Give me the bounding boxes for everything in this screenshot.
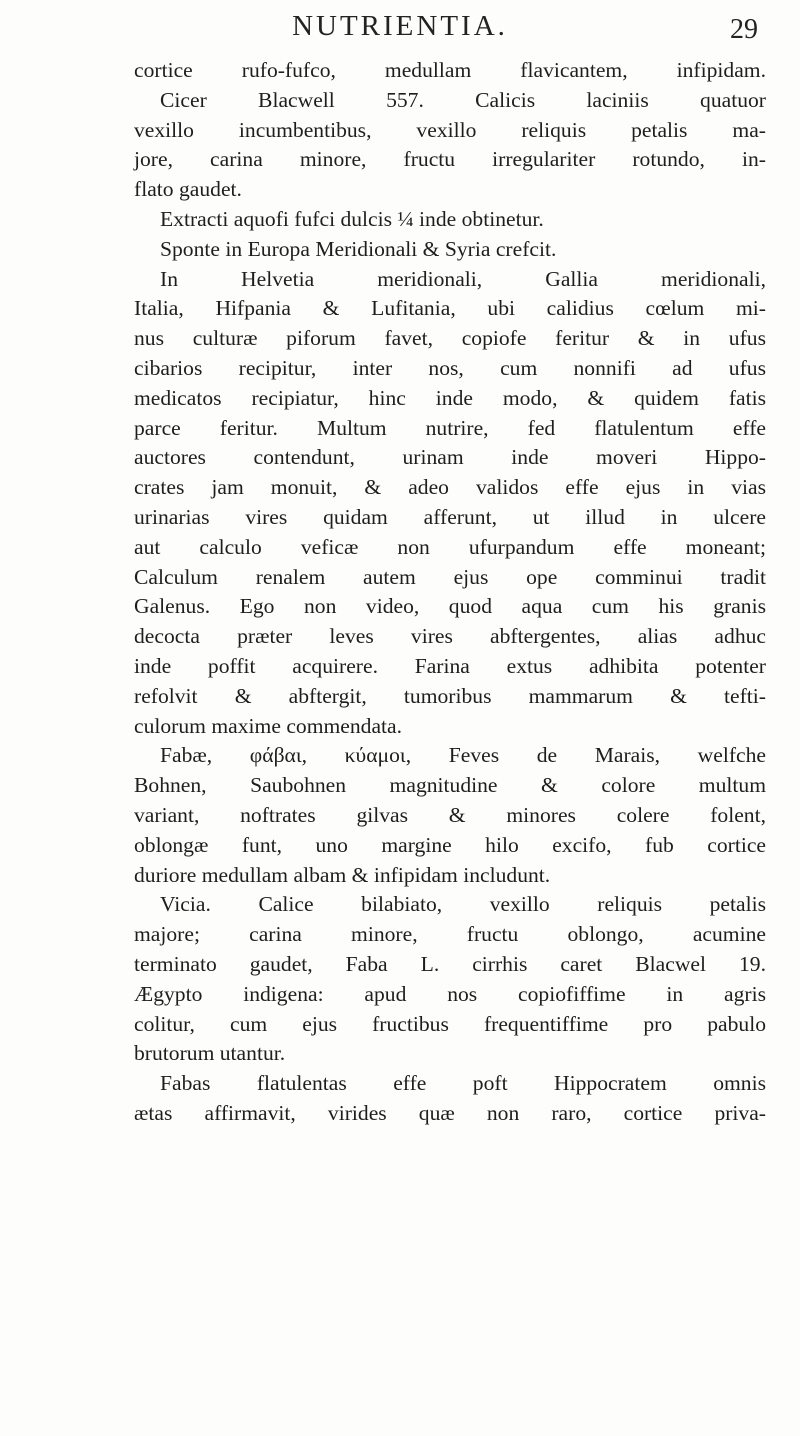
text-line: culorum maxime commendata. (134, 713, 403, 738)
text-line: aut calculo veficæ non ufurpandum effe moneant; (134, 534, 766, 559)
text-line: cibarios recipitur, inter nos, cum nonnifi ad ufus (134, 355, 766, 380)
text-line: decocta præter leves vires abftergentes, alias adhuc (134, 624, 766, 649)
text-line: duriore medullam albam & infipidam includunt. (134, 862, 551, 887)
text-line: Calculum renalem autem ejus ope comminui tradit (134, 564, 766, 589)
text-line: refolvit & abftergit, tumoribus mammarum & tefti- (134, 683, 766, 708)
text-line: oblongæ funt, uno margine hilo excifo, fub cortice (134, 832, 766, 857)
text-line: inde poffit acquirere. Farina extus adhibita potenter (134, 653, 766, 678)
text-line: urinarias vires quidam afferunt, ut illud in ulcere (134, 504, 766, 529)
text-line: variant, noftrates gilvas & minores colere folent, (134, 802, 766, 827)
text-line: jore, carina minore, fructu irregulariter rotundo, in- (134, 147, 766, 172)
text-line: Sponte in Europa Meridionali & Syria crefcit. (160, 236, 557, 261)
body-text (134, 56, 766, 1129)
text-line: cortice rufo-fufco, medullam flavicantem, infipidam. (134, 58, 766, 82)
text-line: In Helvetia meridionali, Gallia meridionali, (160, 266, 766, 291)
text-line: Vicia. Calice bilabiato, vexillo reliquis petalis (160, 892, 766, 917)
text-line: Italia, Hifpania & Lufitania, ubi calidius cœlum mi- (134, 296, 766, 321)
text-line: nus culturæ piforum favet, copiofe feritur & in ufus (134, 326, 766, 351)
text-line: terminato gaudet, Faba L. cirrhis caret Blacwel 19. (134, 951, 766, 976)
text-line: medicatos recipiatur, hinc inde modo, & quidem fatis (134, 385, 766, 410)
text-line: auctores contendunt, urinam inde moveri Hippo- (134, 445, 766, 470)
text-line: Extracti aquofi fufci dulcis ¼ inde obtinetur. (160, 206, 544, 231)
text-line: brutorum utantur. (134, 1041, 286, 1066)
text-line: Cicer Blacwell 557. Calicis laciniis quatuor (160, 87, 766, 112)
text-line: Galenus. Ego non video, quod aqua cum his granis (134, 594, 766, 619)
text-line: vexillo incumbentibus, vexillo reliquis petalis ma- (134, 117, 766, 142)
text-line: crates jam monuit, & adeo validos effe ejus in vias (134, 475, 766, 500)
text-line: Fabas flatulentas effe poft Hippocratem omnis (160, 1071, 766, 1096)
text-line: Bohnen, Saubohnen magnitudine & colore multum (134, 773, 766, 798)
text-line: ætas affirmavit, virides quæ non raro, cortice priva- (134, 1100, 766, 1125)
page-number: 29 (730, 14, 758, 45)
text-line: parce feritur. Multum nutrire, fed flatulentum effe (134, 415, 766, 440)
text-line: colitur, cum ejus fructibus frequentiffime pro pabulo (134, 1011, 766, 1036)
text-line: Fabæ, φάβαι, κύαμοι, Feves de Marais, welfche (160, 743, 766, 768)
text-line: flato gaudet. (134, 177, 242, 202)
text-line: Ægypto indigena: apud nos copiofiffime in agris (134, 981, 766, 1006)
text-line: majore; carina minore, fructu oblongo, acumine (134, 922, 766, 947)
running-title: NUTRIENTIA. (292, 10, 508, 42)
running-head (0, 8, 800, 48)
